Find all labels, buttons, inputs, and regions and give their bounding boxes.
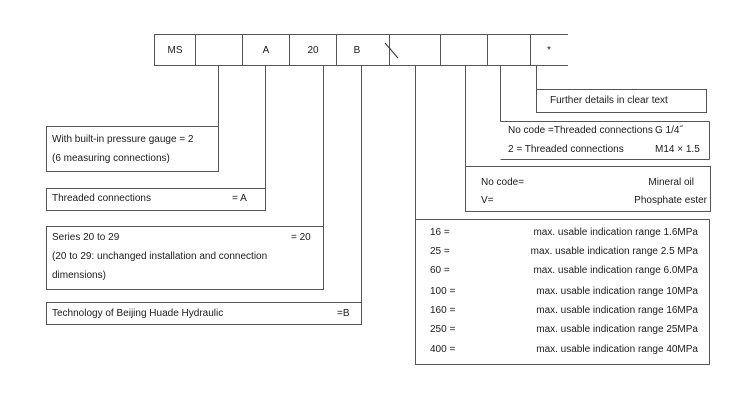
code-cell-ms: MS bbox=[167, 44, 183, 56]
range-row-4-text: max. usable indication range 10MPa bbox=[536, 286, 698, 297]
code-cell-blank-2 bbox=[441, 35, 487, 65]
series-line-1: Series 20 to 29 bbox=[52, 232, 120, 243]
code-cell-blank-1 bbox=[196, 35, 242, 65]
technology-label: Technology of Beijing Huade Hydraulic bbox=[52, 308, 224, 319]
connections-line-1-key: No code =Threaded connections bbox=[508, 125, 653, 136]
range-row-5-text: max. usable indication range 16MPa bbox=[536, 305, 698, 316]
connections-line-1-value: G 1/4˝ bbox=[655, 125, 683, 136]
gauge-line-2: (6 measuring connections) bbox=[52, 153, 170, 164]
series-code: = 20 bbox=[291, 232, 311, 243]
threaded-label: Threaded connections bbox=[52, 193, 151, 204]
range-row-3-text: max. usable indication range 6.0MPa bbox=[533, 265, 698, 276]
series-line-2: (20 to 29: unchanged installation and connection bbox=[52, 251, 268, 262]
separator-slash bbox=[385, 43, 398, 58]
technology-code: =B bbox=[337, 308, 350, 319]
range-row-5-code: 160 = bbox=[430, 305, 456, 316]
series-line-3: dimensions) bbox=[52, 270, 106, 281]
further-details-text: Further details in clear text bbox=[550, 95, 668, 106]
range-row-6-code: 250 = bbox=[430, 324, 456, 335]
code-cell-blank-3 bbox=[488, 35, 530, 65]
range-row-7-code: 400 = bbox=[430, 344, 456, 355]
code-cell-20: 20 bbox=[307, 44, 319, 56]
range-row-2-text: max. usable indication range 2.5 MPa bbox=[530, 246, 698, 257]
range-row-6-text: max. usable indication range 25MPa bbox=[536, 324, 698, 335]
range-row-3-code: 60 = bbox=[430, 265, 450, 276]
oil-row-2-key: V= bbox=[481, 195, 494, 206]
range-row-2-code: 25 = bbox=[430, 246, 450, 257]
range-row-1-code: 16 = bbox=[430, 227, 450, 238]
code-cell-a: A bbox=[262, 44, 270, 56]
threaded-code: = A bbox=[232, 193, 247, 204]
gauge-line-1: With built-in pressure gauge = 2 bbox=[52, 134, 194, 145]
oil-row-2-value: Phosphate ester bbox=[634, 195, 707, 206]
range-row-7-text: max. usable indication range 40MPa bbox=[536, 344, 698, 355]
connections-line-2-key: 2 = Threaded connections bbox=[508, 144, 624, 155]
connections-line-2-value: M14 × 1.5 bbox=[655, 144, 700, 155]
range-row-1-text: max. usable indication range 1.6MPa bbox=[533, 227, 698, 238]
oil-row-1-value: Mineral oil bbox=[648, 177, 694, 188]
range-row-4-code: 100 = bbox=[430, 286, 456, 297]
code-cell-asterisk: * bbox=[547, 44, 551, 56]
oil-row-1-key: No code= bbox=[481, 177, 525, 188]
code-cell-b: B bbox=[353, 44, 361, 56]
